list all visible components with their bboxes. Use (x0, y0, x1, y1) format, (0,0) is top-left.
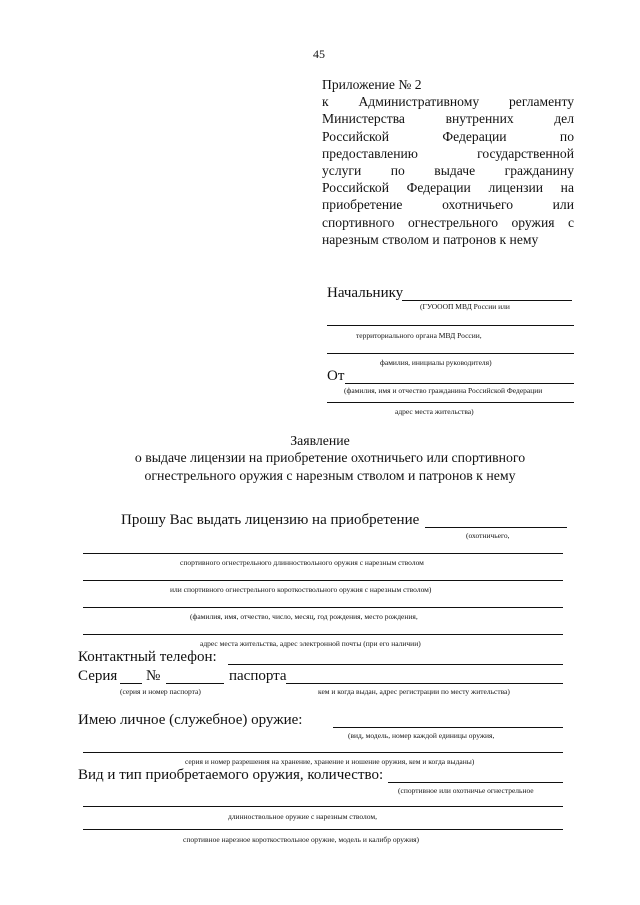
address-field-line[interactable] (327, 402, 574, 403)
caption-short-barrel: или спортивного огнестрельного короткоствольного оружия с нарезным стволом) (170, 585, 432, 594)
phone-label: Контактный телефон: (78, 649, 217, 665)
caption-acquired-3: спортивное нарезное короткоствольное оружие, модель и калибр оружия) (183, 835, 420, 844)
caption-personal-weapon: (вид, модель, номер каждой единицы оружия, (348, 731, 495, 740)
acquired-model-field-line[interactable] (83, 829, 563, 830)
head-field-line[interactable] (402, 300, 572, 301)
territorial-field-line[interactable] (327, 325, 574, 326)
applicant-data-field-line[interactable] (83, 607, 563, 608)
license-type-field-line[interactable] (425, 527, 567, 528)
passport-label: паспорта (229, 668, 287, 684)
permit-field-line[interactable] (83, 752, 563, 753)
caption-hunting: (охотничьего, (466, 531, 510, 540)
personal-weapon-field-line[interactable] (333, 727, 563, 728)
phone-field-line[interactable] (228, 664, 563, 665)
appendix-line: спортивного огнестрельного оружия с (322, 214, 574, 230)
caption-acquired-2: длинноствольное оружие с нарезным стволом, (228, 812, 378, 821)
caption-head-name: фамилия, инициалы руководителя) (380, 358, 492, 367)
applicant-field-line[interactable] (345, 383, 574, 384)
statement-title: Заявление (290, 433, 350, 448)
caption-long-barrel: спортивного огнестрельного длинноствольного оружия с нарезным стволом (180, 558, 424, 567)
statement-subtitle-1: о выдаче лицензии на приобретение охотничьего или спортивного (134, 450, 526, 465)
acquired-weapon-field-line[interactable] (388, 782, 563, 783)
residence-field-line[interactable] (83, 634, 563, 635)
personal-weapon-label: Имею личное (служебное) оружие: (78, 712, 303, 728)
appendix-line: Министерства внутренних дел (322, 111, 574, 127)
weapon-kind-field-line-2[interactable] (83, 580, 563, 581)
statement-subtitle-2: огнестрельного оружия с нарезным стволом и патронов к нему (144, 468, 516, 483)
weapon-kind-field-line[interactable] (83, 553, 563, 554)
appendix-line: услуги по выдаче гражданину (322, 163, 574, 179)
appendix-line: к Административному регламенту (322, 94, 574, 110)
caption-residence: адрес места жительства, адрес электронной почты (при его наличии) (200, 639, 421, 648)
series-field-line[interactable] (120, 683, 142, 684)
appendix-line: Российской Федерации по (322, 128, 574, 144)
passport-issued-field-line[interactable] (286, 683, 563, 684)
appendix-title: Приложение № 2 (322, 77, 422, 92)
caption-acquired-1: (спортивное или охотничье огнестрельное (398, 786, 534, 795)
from-label: От (327, 368, 345, 384)
request-text: Прошу Вас выдать лицензию на приобретение (121, 512, 420, 528)
caption-address: адрес места жительства) (395, 407, 474, 416)
series-label: Серия (78, 668, 118, 684)
caption-permit: серия и номер разрешения на хранение, хранение и ношение оружия, кем и когда выданы) (185, 757, 475, 766)
caption-gu: (ГУОООП МВД России или (420, 302, 510, 311)
page-number: 45 (313, 47, 325, 61)
head-label: Начальнику (327, 285, 404, 301)
caption-territorial: территориального органа МВД России, (356, 331, 482, 340)
head-name-field-line[interactable] (327, 353, 574, 354)
caption-series: (серия и номер паспорта) (120, 687, 201, 696)
appendix-line: предоставлению государственной (322, 145, 574, 161)
caption-issued: кем и когда выдан, адрес регистрации по месту жительства) (318, 687, 510, 696)
acquired-kind-field-line[interactable] (83, 806, 563, 807)
number-field-line[interactable] (166, 683, 224, 684)
appendix-line: Российской Федерации лицензии на (322, 180, 574, 196)
number-label: № (146, 668, 161, 684)
appendix-line: приобретение охотничьего или (322, 197, 574, 213)
acquired-weapon-label: Вид и тип приобретаемого оружия, количество: (78, 767, 384, 783)
appendix-line: нарезным стволом и патронов к нему (322, 231, 539, 247)
appendix-block (322, 76, 574, 248)
caption-applicant-data: (фамилия, имя, отчество, число, месяц, год рождения, место рождения, (190, 612, 418, 621)
caption-applicant: (фамилия, имя и отчество гражданина Российской Федерации (344, 386, 543, 395)
